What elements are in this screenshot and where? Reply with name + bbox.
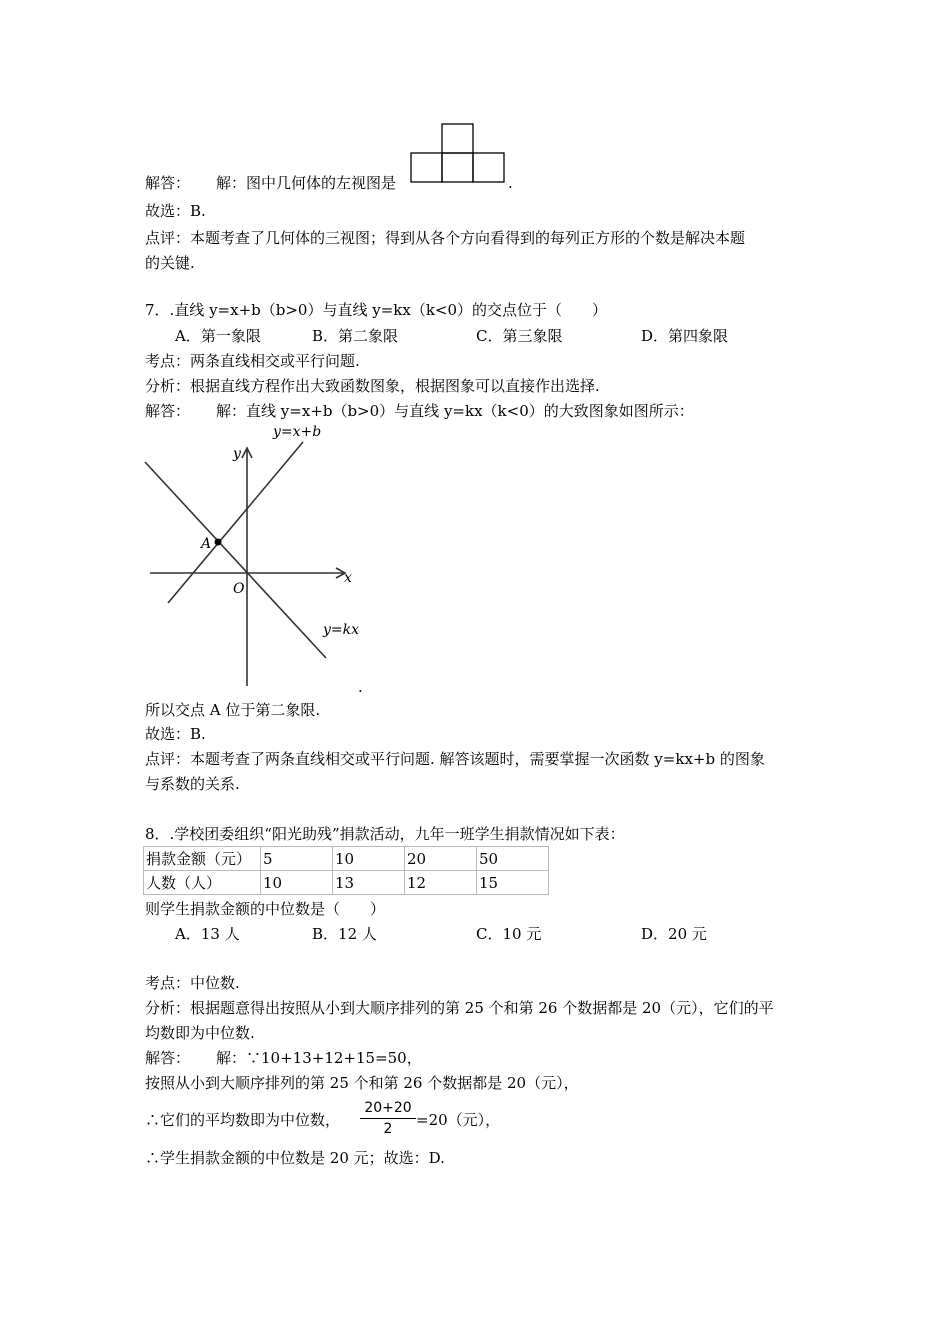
q7-question: 7．.直线 y=x+b（b>0）与直线 y=kx（k<0）的交点位于（ ） [145,301,608,319]
answer-text: 解：∵10+13+12+15=50， [216,1049,422,1067]
answer-prefix: 解答： [145,174,191,192]
table-cell: 10 [333,847,405,871]
q7-fenxi: 分析：根据直线方程作出大致函数图象，根据图象可以直接作出选择. [145,377,600,395]
q7-graph-end: . [358,678,363,696]
q7-option-d: D．第四象限 [641,327,729,345]
q7-conclusion: 所以交点 A 位于第二象限. [145,701,321,719]
label-x-axis: x [344,570,352,586]
q8-order-line: 按照从小到大顺序排列的第 25 个和第 26 个数据都是 20（元）， [145,1074,579,1092]
q7-option-a: A．第一象限 [175,327,261,345]
label-y-axis: y [233,446,241,462]
line-y-x-plus-b [168,442,303,603]
q8-option-d: D．20 元 [641,925,707,943]
q6-answer-end: . [508,174,513,192]
q7-kaodian: 考点：两条直线相交或平行问题. [145,352,360,370]
q8-option-a: A．13 人 [175,925,240,943]
q8-option-b: B．12 人 [312,925,377,943]
q8-answer-line [145,1048,422,1068]
intersection-point-a [215,539,222,546]
answer-text: 解：直线 y=x+b（b>0）与直线 y=kx（k<0）的大致图象如图所示： [216,402,694,420]
q8-fenxi-2: 均数即为中位数. [145,1024,255,1042]
table-cell: 10 [261,871,333,895]
q7-comment-1: 点评：本题考查了两条直线相交或平行问题. 解答该题时，需要掌握一次函数 y=kx+b 的图象 [145,750,765,768]
table-cell: 捐款金额（元） [144,847,261,871]
q8-avg-prefix: ∴它们的平均数即为中位数， [145,1111,341,1129]
q6-comment-1: 点评：本题考查了几何体的三视图；得到从各个方向看得到的每列正方形的个数是解决本题 [145,229,746,247]
line-y-kx [145,462,326,658]
q6-comment-2: 的关键. [145,254,195,272]
q6-answer-line [145,173,396,193]
donation-table [143,846,549,895]
label-y-x-plus-b: y=x+b [273,424,322,440]
q7-choice: 故选：B. [145,725,206,743]
label-y-kx: y=kx [323,622,360,638]
table-row [144,847,549,871]
left-view-figure [410,122,508,184]
table-cell: 20 [405,847,477,871]
q8-question: 8．.学校团委组织“阳光助残”捐款活动，九年一班学生捐款情况如下表： [145,825,625,843]
q7-option-b: B．第二象限 [312,327,399,345]
label-origin: O [233,581,245,597]
table-cell: 50 [477,847,549,871]
q6-choice: 故选：B. [145,202,206,220]
table-cell: 12 [405,871,477,895]
average-fraction [360,1099,416,1138]
answer-prefix: 解答： [145,1049,191,1067]
q8-final: ∴学生捐款金额的中位数是 20 元；故选：D. [145,1149,445,1167]
table-cell: 5 [261,847,333,871]
table-row [144,871,549,895]
fraction-numerator: 20+20 [364,1100,412,1116]
answer-prefix: 解答： [145,402,191,420]
q8-ask: 则学生捐款金额的中位数是（ ） [145,900,386,918]
q8-fenxi-1: 分析：根据题意得出按照从小到大顺序排列的第 25 个和第 26 个数据都是 20（元），它们的平 [145,999,774,1017]
fraction-denominator: 2 [383,1121,393,1137]
table-cell: 15 [477,871,549,895]
table-cell: 13 [333,871,405,895]
label-point-a: A [201,536,212,552]
q8-avg-suffix: =20（元）， [416,1111,501,1129]
table-cell: 人数（人） [144,871,261,895]
q8-kaodian: 考点：中位数. [145,974,240,992]
q7-graph [140,418,370,690]
q7-option-c: C．第三象限 [476,327,563,345]
q7-comment-2: 与系数的关系. [145,775,240,793]
answer-text: 解：图中几何体的左视图是 [216,174,397,192]
q8-option-c: C．10 元 [476,925,542,943]
